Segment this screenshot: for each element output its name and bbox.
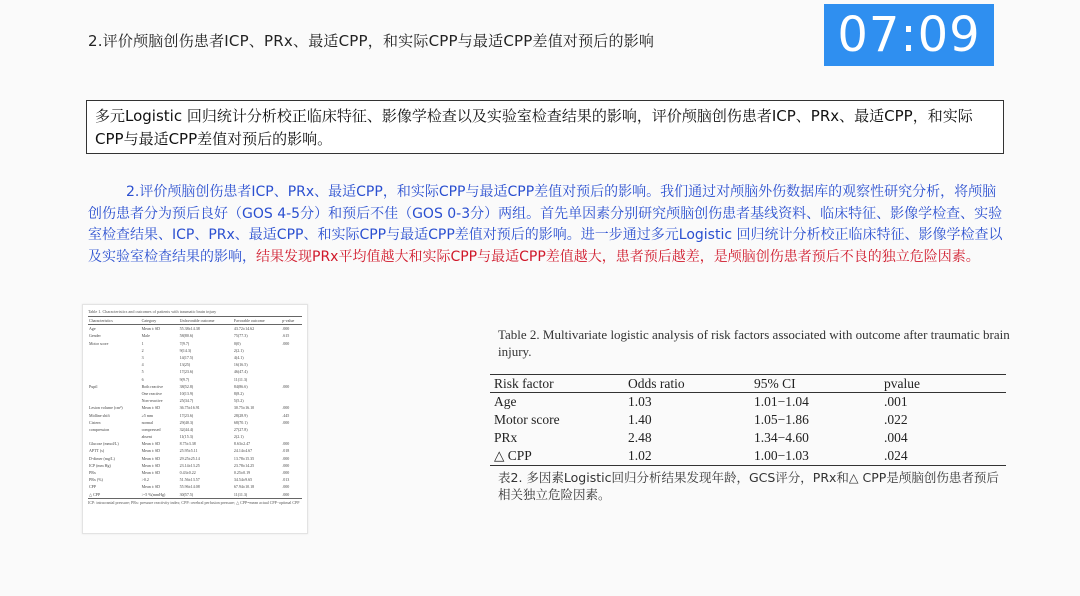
table1-cell: 29(40.3) — [179, 419, 194, 425]
table1-cell — [88, 347, 141, 354]
table1-image — [82, 304, 308, 534]
table2-caption: Table 2. Multivariate logistic analysis of risk factors associated with outcome after traumatic brain injury. — [498, 327, 1010, 359]
table1-cell: compression — [89, 426, 110, 432]
table1-cell: 5(5.2) — [233, 398, 244, 404]
table1-cell: APTT (s) — [89, 448, 105, 454]
table2-cell: PRx — [494, 430, 518, 445]
table2-header-row — [490, 375, 1006, 393]
table1-caption: Table 1. Characteristics and outcomes of patients with traumatic brain injury — [88, 309, 217, 314]
table1-cell: 11(15.3) — [179, 434, 194, 440]
table2-row — [490, 393, 1006, 412]
table2-cell: 1.34−4.60 — [754, 430, 809, 445]
table1-cell: 7(9.7) — [179, 340, 190, 346]
table1-row — [88, 419, 302, 426]
table1-cell: Mean ± SD — [141, 441, 161, 447]
table1-cell: .000 — [282, 383, 290, 389]
table1-cell: .615 — [282, 333, 290, 339]
table1-cell: absent — [141, 434, 152, 440]
table1-row — [88, 354, 302, 361]
table1-cell: .000 — [282, 405, 290, 411]
table1-cell: 17(23.6) — [179, 412, 194, 418]
paragraph-red-text: 结果发现PRx平均值越大和实际CPP与最适CPP差值越大，患者预后越差，是颅脑创伤患者预后不良的独立危险因素。 — [256, 248, 980, 265]
table1-cell: Age — [89, 326, 96, 332]
table1-cell: Male — [141, 333, 150, 339]
table1-cell: 16(16.5) — [233, 362, 248, 368]
table1-cell: .000 — [282, 326, 290, 332]
table1-cell — [88, 361, 141, 368]
table1-row — [88, 397, 302, 404]
table1-cell: 23.78±14.25 — [233, 462, 255, 468]
paragraph-blue-text: 2.评价颅脑创伤患者ICP、PRx、最适CPP，和实际CPP与最适CPP差值对预后的影响。我们通过对颅脑外伤数据库的观察性研究分析，将颅脑创伤患者分为预后良好（GOS 4-5分）和预后不佳（GOS 0-3分）两组。首先单因素分别研究颅脑创伤患者基线资料、临床特征、影像学检查、实验室检查结果、ICP、PRx、最适CPP、和实际CPP与最适CPP差值对预后的影响。进一步通过多元Logistic 回归统计分析校正临床特征、影像学检查以及实验室检查结果的影响， — [88, 184, 1003, 265]
table1-cell: .000 — [282, 470, 290, 476]
table1-cell: Mean ± SD — [141, 470, 161, 476]
table1-cell — [88, 397, 141, 404]
table1-cell — [88, 368, 141, 375]
table1-cell: 1 — [141, 340, 144, 346]
table1-body — [88, 325, 302, 499]
table1-cell: 38(52.8) — [179, 383, 194, 389]
table1-cell: .000 — [282, 455, 290, 461]
table1-cell: 13.78±15.35 — [233, 455, 255, 461]
slide-title: 2.评价颅脑创伤患者ICP、PRx、最适CPP，和实际CPP与最适CPP差值对预后的影响 — [88, 32, 655, 50]
table1-cell: Mean ± SD — [141, 455, 161, 461]
table1-row — [88, 440, 302, 447]
table1-row — [88, 347, 302, 354]
table1-cell: 36.75±16.91 — [179, 405, 200, 411]
table1-cell: 30.75±16.10 — [233, 405, 255, 411]
table1-cell: 11(11.3) — [233, 376, 248, 382]
table1-cell — [281, 361, 302, 368]
table1-cell — [281, 433, 302, 440]
table1-row — [88, 368, 302, 375]
table1-row — [88, 447, 302, 454]
table1-row — [88, 483, 302, 490]
table1-header-row — [88, 317, 302, 325]
table1-cell: 34.54±9.65 — [233, 477, 253, 483]
table1-cell: D-dimer (mg/L) — [89, 455, 115, 461]
table2-cell: 2.48 — [628, 430, 652, 445]
table1-row — [88, 462, 302, 469]
table1-cell: 67.94±10.18 — [233, 484, 255, 490]
table1-cell — [281, 368, 302, 375]
table1-cell: .000 — [282, 441, 290, 447]
table1-row — [88, 476, 302, 483]
table1-cell: 30(57.5) — [179, 491, 194, 497]
table1-cell: 84(86.6) — [233, 383, 248, 389]
table1-cell — [281, 426, 302, 433]
table1-cell: 2(2.1) — [233, 347, 244, 353]
table1-cell: One reactive — [141, 390, 162, 396]
table1-cell: Mean ± SD — [141, 462, 161, 468]
table2-cell: Age — [494, 394, 517, 409]
description-paragraph — [88, 182, 1006, 268]
table2-row — [490, 411, 1006, 429]
table1-cell — [281, 347, 302, 354]
table1-cell: 2(2.1) — [233, 434, 244, 440]
table1-cell: 0.43±0.22 — [179, 470, 196, 476]
table2-header-cell: Risk factor — [494, 375, 554, 391]
table1-header-cell: Favorable outcome — [233, 318, 265, 324]
table2-block — [490, 326, 1014, 503]
table2-cell: .004 — [884, 430, 908, 445]
table1-header-cell: Characteristics — [89, 318, 113, 324]
table1-cell: 5 — [141, 369, 144, 375]
table2-row — [490, 429, 1006, 447]
table1-cell: Glucose (mmol/L) — [89, 441, 119, 447]
table1-cell: PRx — [89, 470, 96, 476]
table1-cell: △ CPP — [89, 491, 101, 497]
table1-row — [88, 469, 302, 476]
table1-row — [88, 390, 302, 397]
countdown-timer: 07:09 — [824, 4, 994, 66]
table2-body — [490, 393, 1006, 466]
table1-row — [88, 404, 302, 411]
table1-cell: .013 — [282, 477, 290, 483]
table1-header-cell: p-value — [282, 318, 295, 324]
table1-cell: 25(34.7) — [179, 398, 194, 404]
table1-row — [88, 361, 302, 368]
table1-row — [88, 332, 302, 339]
table1-cell: 4(4.1) — [233, 355, 244, 361]
table1-cell: Both reactive — [141, 383, 164, 389]
table1-cell: PRx (%) — [89, 477, 103, 483]
table2-cell: Motor score — [494, 412, 560, 427]
table1-cell: 8(8.2) — [233, 390, 244, 396]
table1-cell: 6 — [141, 376, 144, 382]
table2-cell: .022 — [884, 412, 908, 427]
table1-cell: 29.25±25.14 — [179, 455, 200, 461]
table2-header-cell: pvalue — [884, 375, 920, 391]
table1-cell: >-5 %(mmHg) — [141, 491, 166, 497]
table1-cell: .000 — [282, 419, 290, 425]
table2-cell: 1.40 — [628, 412, 652, 427]
table1-cell: Midline shift — [89, 412, 110, 418]
table2-cell: 1.00−1.03 — [754, 448, 809, 463]
table1-cell: 17(23.6) — [179, 369, 194, 375]
table2-cell: 1.05−1.86 — [754, 412, 809, 427]
table1-cell: CPP — [89, 484, 97, 490]
table1-row — [88, 340, 302, 347]
table2-cell: 1.03 — [628, 394, 652, 409]
table1-cell: ≥5 mm — [141, 412, 154, 418]
table1-cell: 55.96±14.08 — [179, 484, 200, 490]
table1-row — [88, 491, 302, 499]
table1-cell: 25.95±5.11 — [179, 448, 198, 454]
table1-cell: 32(44.4) — [179, 426, 194, 432]
table1-cell: compressed — [141, 426, 161, 432]
table1-cell: 14(17.5) — [179, 355, 194, 361]
table1-cell: Lesion volume (cm³) — [89, 405, 123, 411]
table1-cell: Mean ± SD — [141, 448, 161, 454]
table1-cell: Mean ± SD — [141, 405, 161, 411]
table2 — [490, 374, 1006, 466]
table1-row — [88, 426, 302, 433]
table2-header-cell: Odds ratio — [628, 375, 685, 391]
table1-cell: .000 — [282, 491, 290, 497]
table1-row — [88, 455, 302, 462]
table1-cell: ICP (mm Hg) — [89, 462, 111, 468]
table1-cell: 11(11.3) — [233, 491, 248, 497]
table1-header-cell: Category — [141, 318, 157, 324]
table1-cell: 4 — [141, 362, 144, 368]
table1-cell: .018 — [282, 448, 290, 454]
table1-cell: 55.38±14.38 — [179, 326, 200, 332]
table1-cell: 10(13.9) — [179, 390, 194, 396]
table1-cell: .000 — [282, 484, 290, 490]
table1-cell: 3 — [141, 355, 144, 361]
table1-cell: Cistern — [89, 419, 101, 425]
table1-header-cell: Unfavorable outcome — [179, 318, 215, 324]
table1-cell: 23.14±13.25 — [179, 462, 200, 468]
table1-cell: 58(80.6) — [179, 333, 194, 339]
table1-cell — [88, 376, 141, 383]
table1-cell: >0.2 — [141, 477, 149, 483]
table1-cell: .445 — [282, 412, 290, 418]
summary-box: 多元Logistic 回归统计分析校正临床特征、影像学检查以及实验室检查结果的影响，评价颅脑创伤患者ICP、PRx、最适CPP，和实际CPP与最适CPP差值对预后的影响。 — [86, 100, 1004, 154]
table1-cell — [88, 433, 141, 440]
table1-cell: 0.25±0.19 — [233, 470, 251, 476]
table1-cell — [281, 376, 302, 383]
table1-cell: 75(77.3) — [233, 333, 248, 339]
table1-cell: 27(27.8) — [233, 426, 248, 432]
table1-cell: 9(9.7) — [179, 376, 190, 382]
table1-cell: 43.72±14.62 — [233, 326, 255, 332]
table2-cell: 1.01−1.04 — [754, 394, 809, 409]
table1-cell — [88, 354, 141, 361]
table1-cell — [88, 390, 141, 397]
table1-footnote: ICP: intracranial pressure; PRx: pressure reactivity index; CPP: cerebral perfusion pressure; △ CPP=mean actual CPP−optimal CPP — [88, 499, 300, 505]
table1-cell: 13(25) — [179, 362, 191, 368]
table1-cell: Mean ± SD — [141, 484, 161, 490]
table1-cell: 0(0) — [233, 340, 241, 346]
table1-row — [88, 325, 302, 333]
table1-cell: 2 — [141, 347, 144, 353]
table1-cell — [281, 354, 302, 361]
table2-cell: △ CPP — [494, 448, 532, 463]
table1-cell — [281, 390, 302, 397]
table1-cell: 9(14.3) — [179, 347, 192, 353]
table1-row — [88, 411, 302, 418]
table2-row — [490, 447, 1006, 466]
table1-cell: Mean ± SD — [141, 326, 161, 332]
table2-cell: .001 — [884, 394, 908, 409]
table1-cell: 28(28.9) — [233, 412, 248, 418]
table1-cell: 46(47.4) — [233, 369, 248, 375]
table1-cell: Non-reactive — [141, 398, 163, 404]
table1-cell — [281, 397, 302, 404]
table1-cell: .000 — [282, 340, 290, 346]
table1-cell: Motor score — [89, 340, 109, 346]
table1-row — [88, 383, 302, 390]
table1-cell: Gender — [89, 333, 101, 339]
table2-cell: 1.02 — [628, 448, 652, 463]
table1-cell: 68(70.1) — [233, 419, 248, 425]
table2-note: 表2. 多因素Logistic回归分析结果发现年龄，GCS评分，PRx和△ CPP是颅脑创伤患者预后相关独立危险因素。 — [498, 470, 999, 502]
table1-cell: 24.14±4.67 — [233, 448, 253, 454]
table1-cell: .000 — [282, 462, 290, 468]
table1-cell: normal — [141, 419, 153, 425]
table1-cell: 8.75±3.38 — [179, 441, 196, 447]
table2-header-cell: 95% CI — [754, 375, 796, 391]
table2-cell: .024 — [884, 448, 908, 463]
table1-cell: 51.56±13.57 — [179, 477, 200, 483]
table1-row — [88, 376, 302, 383]
table1-cell: 8.63±2.47 — [233, 441, 251, 447]
table1-cell: Pupil — [89, 383, 98, 389]
table1 — [88, 316, 302, 499]
table1-row — [88, 433, 302, 440]
